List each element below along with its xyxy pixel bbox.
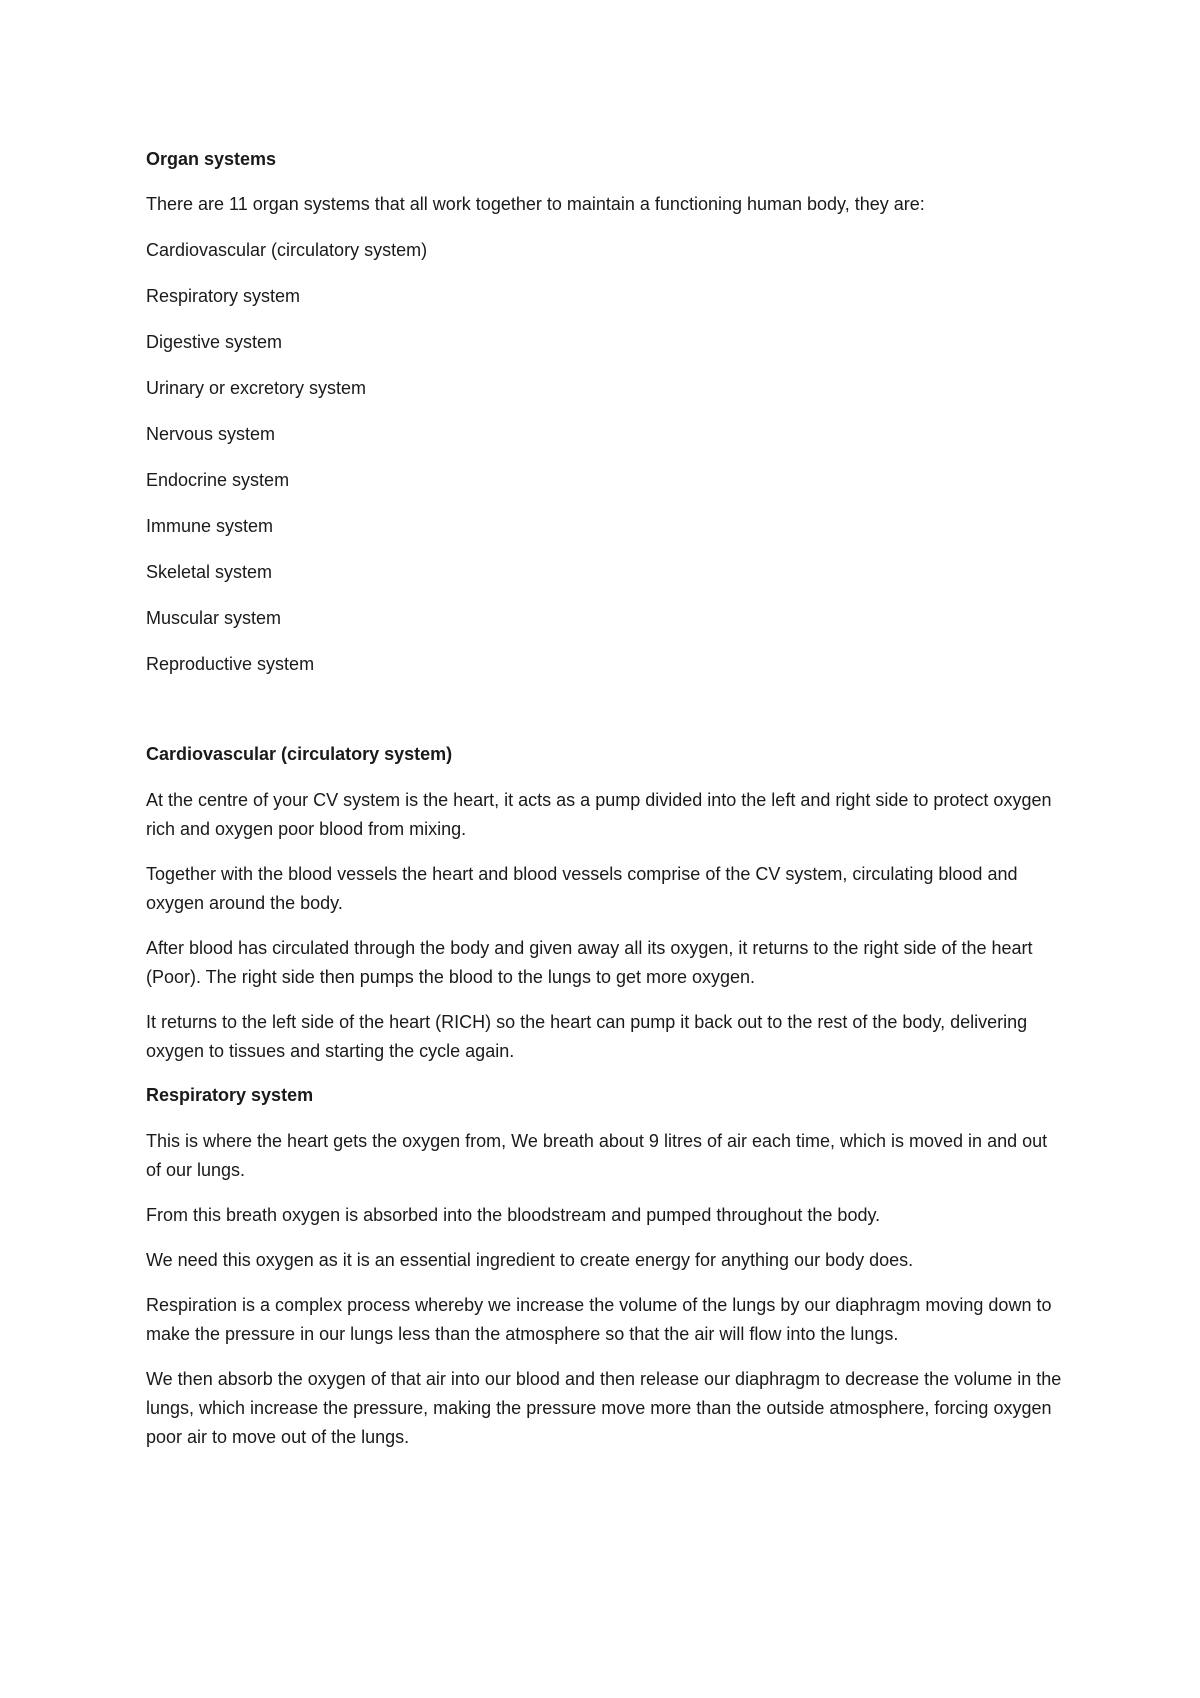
list-item: Nervous system (146, 424, 276, 444)
list-item: Endocrine system (146, 470, 290, 490)
paragraph: From this breath oxygen is absorbed into the bloodstream and pumped throughout the body. (146, 1205, 881, 1225)
respiratory-section (146, 1082, 1066, 1452)
paragraph: We need this oxygen as it is an essential ingredient to create energy for anything our body does. (146, 1250, 914, 1270)
section-spacer (146, 697, 1066, 741)
paragraph: Together with the blood vessels the heart and blood vessels comprise of the CV system, circulating blood and oxygen around the body. (146, 864, 1018, 913)
list-item: Respiratory system (146, 286, 301, 306)
list-item: Digestive system (146, 332, 283, 352)
paragraph: We then absorb the oxygen of that air into our blood and then release our diaphragm to decrease the volume in the lungs, which increase the pressure, making the pressure move more than the outside atmosphere, forcing oxygen poor air to move out of the lungs. (146, 1369, 1062, 1447)
paragraph: This is where the heart gets the oxygen from, We breath about 9 litres of air each time, which is moved in and out of our lungs. (146, 1131, 1048, 1180)
document-title: Organ systems (146, 149, 277, 169)
intro-paragraph: There are 11 organ systems that all work together to maintain a functioning human body, they are: (146, 194, 925, 214)
list-item: Urinary or excretory system (146, 378, 367, 398)
paragraph: After blood has circulated through the body and given away all its oxygen, it returns to the right side of the heart (Poor). The right side then pumps the blood to the lungs to get more oxygen. (146, 938, 1033, 987)
list-item: Skeletal system (146, 562, 273, 582)
list-item: Immune system (146, 516, 274, 536)
list-item: Muscular system (146, 608, 282, 628)
document-page (146, 146, 1066, 1468)
organ-systems-list (146, 237, 1066, 677)
list-item: Cardiovascular (circulatory system) (146, 240, 428, 260)
section-heading: Cardiovascular (circulatory system) (146, 744, 453, 764)
paragraph: Respiration is a complex process whereby we increase the volume of the lungs by our diaphragm moving down to make the pressure in our lungs less than the atmosphere so that the air will flow into the lungs. (146, 1295, 1052, 1344)
section-heading: Respiratory system (146, 1085, 314, 1105)
paragraph: At the centre of your CV system is the heart, it acts as a pump divided into the left and right side to protect oxygen rich and oxygen poor blood from mixing. (146, 790, 1052, 839)
list-item: Reproductive system (146, 654, 315, 674)
paragraph: It returns to the left side of the heart (RICH) so the heart can pump it back out to the rest of the body, delivering oxygen to tissues and starting the cycle again. (146, 1012, 1028, 1061)
cardiovascular-section (146, 741, 1066, 1066)
